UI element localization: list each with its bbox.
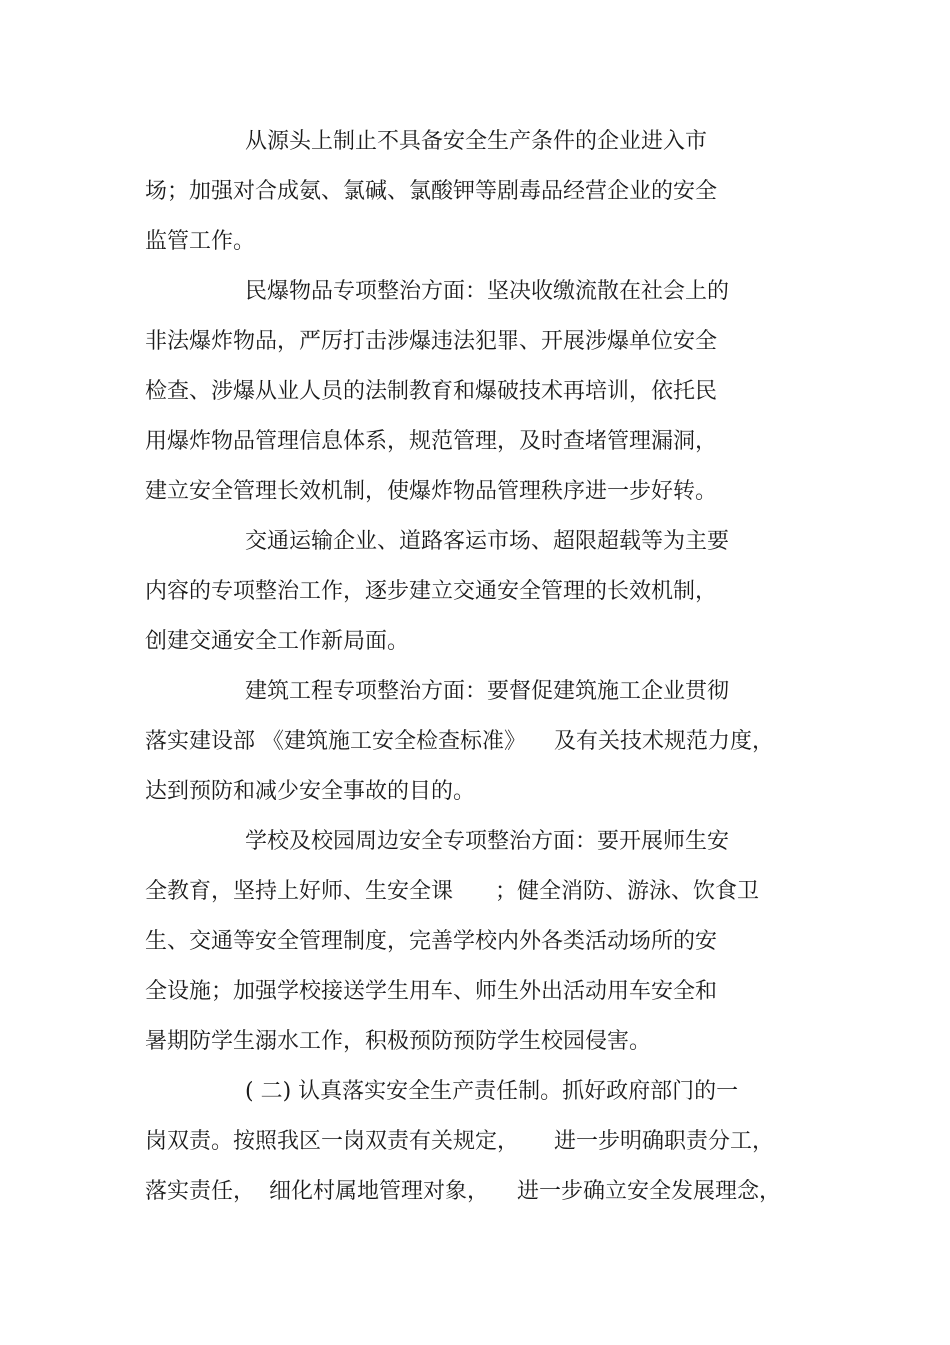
paragraph-6-line-3: 落实责任， 细化村属地管理对象， 进一步确立安全发展理念，: [145, 1179, 781, 1204]
paragraph-2-line-1: 民爆物品专项整治方面：坚决收缴流散在社会上的: [245, 279, 730, 304]
paragraph-5-line-2: 全教育，坚持上好师、生安全课 ；健全消防、游泳、饮食卫: [145, 879, 759, 904]
paragraph-1-line-1: 从源头上制止不具备安全生产条件的企业进入市: [245, 129, 708, 154]
paragraph-4-line-1: 建筑工程专项整治方面：要督促建筑施工企业贯彻: [245, 679, 730, 704]
paragraph-2-line-2: 非法爆炸物品，严厉打击涉爆违法犯罪、开展涉爆单位安全: [145, 329, 718, 354]
paragraph-1-line-3: 监管工作。: [145, 229, 256, 254]
paragraph-5-line-3: 生、交通等安全管理制度，完善学校内外各类活动场所的安: [145, 929, 718, 954]
paragraph-3-line-3: 创建交通安全工作新局面。: [145, 629, 410, 654]
paragraph-3-line-2: 内容的专项整治工作，逐步建立交通安全管理的长效机制，: [145, 579, 718, 604]
paragraph-4-line-2: 落实建设部 《建筑施工安全检查标准》 及有关技术规范力度，: [145, 729, 774, 754]
paragraph-5-line-4: 全设施；加强学校接送学生用车、师生外出活动用车安全和: [145, 979, 718, 1004]
paragraph-2-line-4: 用爆炸物品管理信息体系，规范管理，及时查堵管理漏洞，: [145, 429, 718, 454]
paragraph-4-line-3: 达到预防和减少安全事故的目的。: [145, 779, 476, 804]
paragraph-6-line-2: 岗双责。按照我区一岗双责有关规定， 进一步明确职责分工，: [145, 1129, 774, 1154]
paragraph-1-line-2: 场；加强对合成氨、氯碱、氯酸钾等剧毒品经营企业的安全: [145, 179, 718, 204]
paragraph-5-line-1: 学校及校园周边安全专项整治方面：要开展师生安: [245, 829, 730, 854]
paragraph-2-line-3: 检查、涉爆从业人员的法制教育和爆破技术再培训，依托民: [145, 379, 718, 404]
paragraph-5-line-5: 暑期防学生溺水工作，积极预防预防学生校园侵害。: [145, 1029, 652, 1054]
paragraph-6-line-1: ( 二) 认真落实安全生产责任制。抓好政府部门的一: [245, 1079, 739, 1104]
paragraph-3-line-1: 交通运输企业、道路客运市场、超限超载等为主要: [245, 529, 730, 554]
paragraph-2-line-5: 建立安全管理长效机制，使爆炸物品管理秩序进一步好转。: [145, 479, 718, 504]
